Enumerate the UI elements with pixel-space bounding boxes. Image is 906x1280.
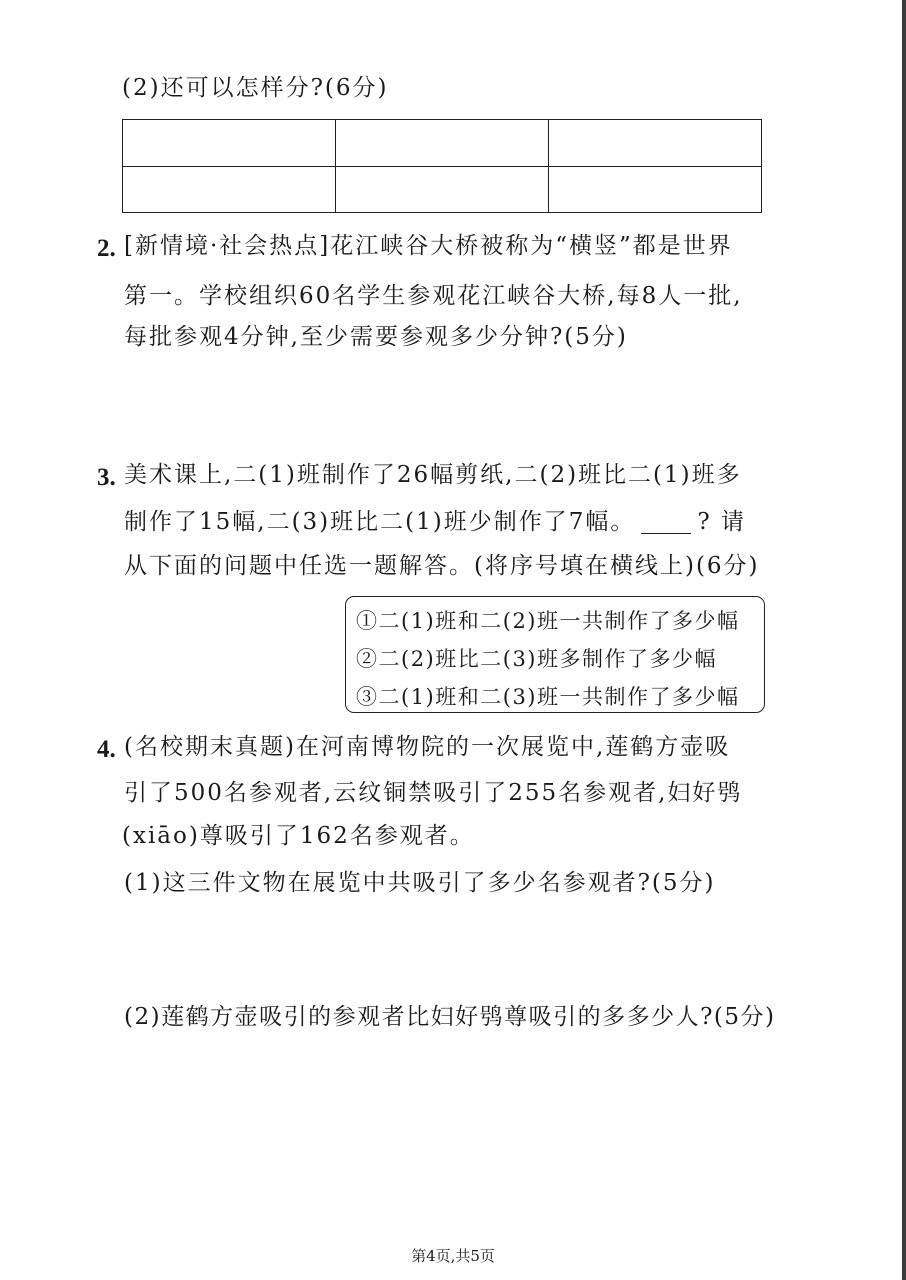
option-3[interactable]: ③二(1)班和二(3)班一共制作了多少幅 <box>356 685 740 709</box>
answer-cell[interactable] <box>549 120 762 167</box>
q2-line-2: 第一。学校组织60名学生参观花江峡谷大桥,每8人一批, <box>124 283 743 309</box>
q3-line-2-text: 制作了15幅,二(3)班比二(1)班少制作了7幅。 <box>124 509 636 535</box>
answer-cell[interactable] <box>123 166 336 213</box>
answer-cell[interactable] <box>549 166 762 213</box>
option-2[interactable]: ②二(2)班比二(3)班多制作了多少幅 <box>356 647 717 671</box>
q3-line-2 <box>124 511 746 534</box>
answer-cell[interactable] <box>336 166 549 213</box>
answer-cell[interactable] <box>336 120 549 167</box>
q3-line-1: 美术课上,二(1)班制作了26幅剪纸,二(2)班比二(1)班多 <box>124 462 742 488</box>
answer-blank[interactable] <box>641 513 691 534</box>
table-row <box>123 166 762 213</box>
scan-edge <box>902 0 906 1280</box>
q4-line-1: (名校期末真题)在河南博物院的一次展览中,莲鹤方壶吸 <box>124 734 731 760</box>
table-row <box>123 120 762 167</box>
q2-line-1: [新情境·社会热点]花江峡谷大桥被称为“横竖”都是世界 <box>124 233 733 259</box>
page-footer: 第4页,共5页 <box>411 1247 495 1265</box>
q4-part1: (1)这三件文物在展览中共吸引了多少名参观者?(5分) <box>124 870 716 896</box>
q4-line-2: 引了500名参观者,云纹铜禁吸引了255名参观者,妇好鸮 <box>124 780 743 806</box>
answer-cell[interactable] <box>123 120 336 167</box>
option-1[interactable]: ①二(1)班和二(2)班一共制作了多少幅 <box>356 609 740 633</box>
options-box <box>345 596 765 713</box>
q3-line-3: 从下面的问题中任选一题解答。(将序号填在横线上)(6分) <box>124 553 760 579</box>
q4-part2: (2)莲鹤方壶吸引的参观者比妇好鸮尊吸引的多多少人?(5分) <box>124 1004 776 1030</box>
q2-number: 2. <box>97 235 116 262</box>
q4-number: 4. <box>97 736 116 763</box>
q1-part2-text: (2)还可以怎样分?(6分) <box>122 75 389 101</box>
q4-line-3: (xiāo)尊吸引了162名参观者。 <box>122 823 475 849</box>
answer-table <box>122 119 762 213</box>
q2-line-3: 每批参观4分钟,至少需要参观多少分钟?(5分) <box>124 324 628 350</box>
q3-number: 3. <box>97 464 116 491</box>
q3-line-2-end: ? 请 <box>697 509 747 535</box>
